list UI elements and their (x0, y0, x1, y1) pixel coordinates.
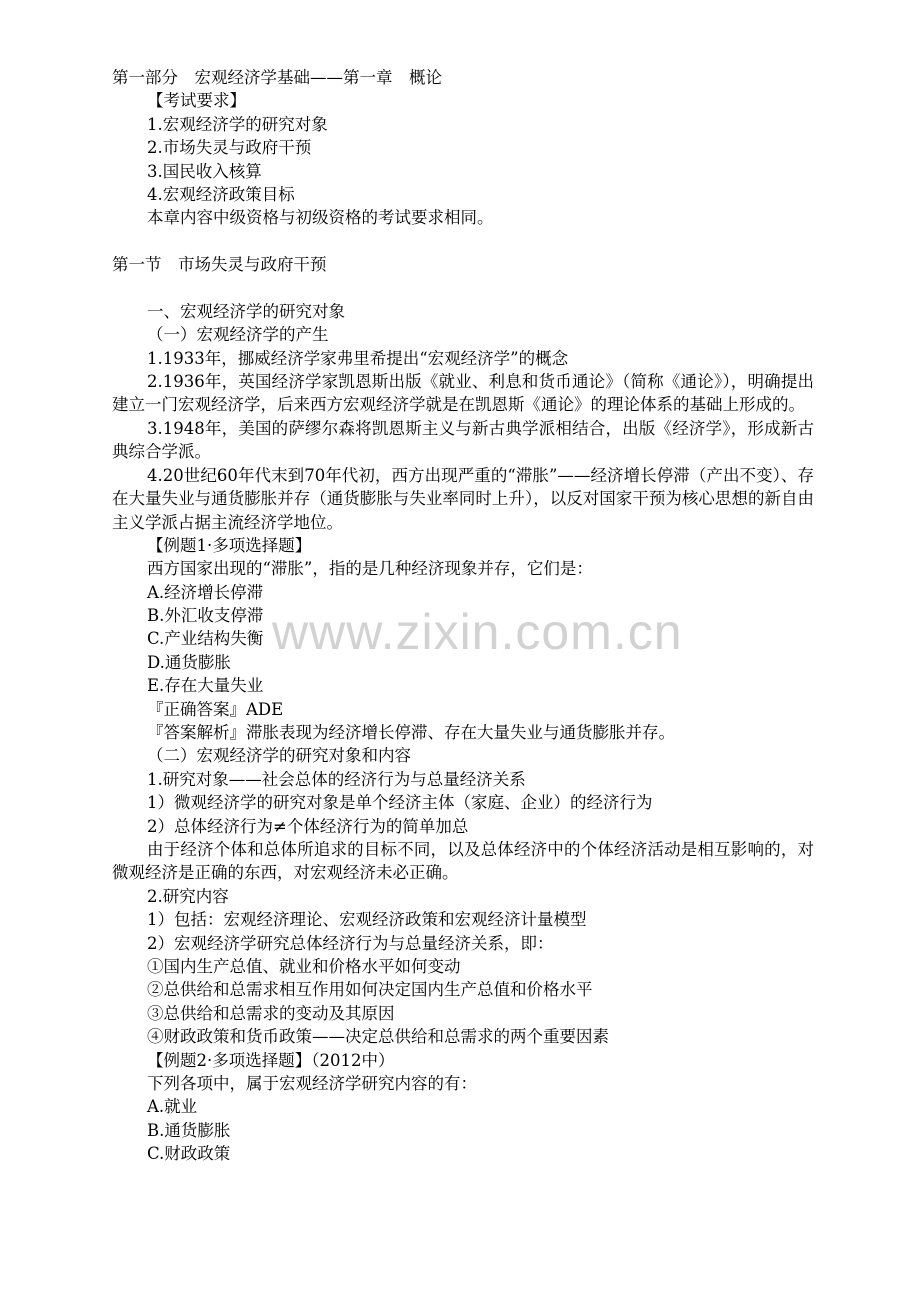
example-answer: 『正确答案』ADE (147, 699, 284, 719)
paragraph: 2）宏观经济学研究总体经济行为与总量经济关系，即： (147, 933, 554, 953)
document-title: 第一部分 宏观经济学基础——第一章 概论 (112, 68, 442, 87)
example-option: E.存在大量失业 (147, 676, 264, 696)
example-question: 下列各项中，属于宏观经济学研究内容的有： (147, 1073, 477, 1093)
heading-level2: （二）宏观经济学的研究对象和内容 (147, 746, 411, 766)
example-option: D.通货膨胀 (147, 652, 231, 672)
example-heading: 【例题2·多项选择题】（2012中） (147, 1050, 395, 1070)
paragraph: 4.20世纪60年代末到70年代初，西方出现严重的“滞胀”——经济增长停滞（产出不变）、存在大量失业与通货膨胀并存（通货膨胀与失业率同时上升），以反对国家干预为核心思想的新自由主义学派占据主流经济学地位。 (112, 465, 814, 532)
document-page (112, 66, 814, 1166)
heading-level1: 一、宏观经济学的研究对象 (147, 301, 345, 321)
example-option: A.就业 (147, 1097, 198, 1117)
paragraph: 2.1936年，英国经济学家凯恩斯出版《就业、利息和货币通论》（简称《通论》），明确提出建立一门宏观经济学，后来西方宏观经济学就是在凯恩斯《通论》的理论体系的基础上形成的。 (112, 372, 814, 415)
watermark-text: www.zixin.com.cn (272, 604, 683, 660)
content-item: ②总供给和总需求相互作用如何决定国内生产总值和价格水平 (147, 980, 593, 1000)
paragraph: 1）微观经济学的研究对象是单个经济主体（家庭、企业）的经济行为 (147, 793, 653, 813)
exam-requirements-note: 本章内容中级资格与初级资格的考试要求相同。 (147, 208, 494, 228)
example-option: C.财政政策 (147, 1144, 231, 1164)
section-title: 第一节 市场失灵与政府干预 (112, 255, 327, 275)
content-item: ①国内生产总值、就业和价格水平如何变动 (147, 956, 461, 976)
exam-requirement-item: 4.宏观经济政策目标 (147, 184, 295, 204)
subheading: 1.研究对象——社会总体的经济行为与总量经济关系 (147, 769, 526, 789)
subheading: 2.研究内容 (147, 886, 229, 906)
example-option: B.外汇收支停滞 (147, 606, 264, 626)
paragraph: 3.1948年，美国的萨缪尔森将凯恩斯主义与新古典学派相结合，出版《经济学》，形成新古典综合学派。 (112, 418, 814, 462)
exam-requirement-item: 1.宏观经济学的研究对象 (147, 114, 328, 134)
paragraph: 1.1933年，挪威经济学家弗里希提出“宏观经济学”的概念 (147, 348, 569, 368)
example-option: C.产业结构失衡 (147, 629, 264, 649)
exam-requirement-item: 2.市场失灵与政府干预 (147, 138, 312, 158)
paragraph: 1）包括：宏观经济理论、宏观经济政策和宏观经济计量模型 (147, 910, 587, 930)
example-option: A.经济增长停滞 (147, 582, 264, 602)
content-item: ③总供给和总需求的变动及其原因 (147, 1003, 395, 1023)
content-item: ④财政政策和货币政策——决定总供给和总需求的两个重要因素 (147, 1027, 609, 1047)
example-analysis: 『答案解析』滞胀表现为经济增长停滞、存在大量失业与通货膨胀并存。 (147, 723, 675, 743)
heading-level2: （一）宏观经济学的产生 (147, 325, 329, 345)
paragraph: 2）总体经济行为≠个体经济行为的简单加总 (147, 816, 469, 836)
exam-requirement-item: 3.国民收入核算 (147, 161, 262, 181)
example-option: B.通货膨胀 (147, 1120, 231, 1140)
example-heading: 【例题1·多项选择题】 (147, 535, 312, 555)
paragraph: 由于经济个体和总体所追求的目标不同，以及总体经济中的个体经济活动是相互影响的，对微观经济是正确的东西，对宏观经济未必正确。 (112, 840, 814, 883)
example-question: 西方国家出现的“滞胀”，指的是几种经济现象并存，它们是： (147, 559, 593, 579)
exam-requirements-heading: 【考试要求】 (147, 91, 246, 111)
